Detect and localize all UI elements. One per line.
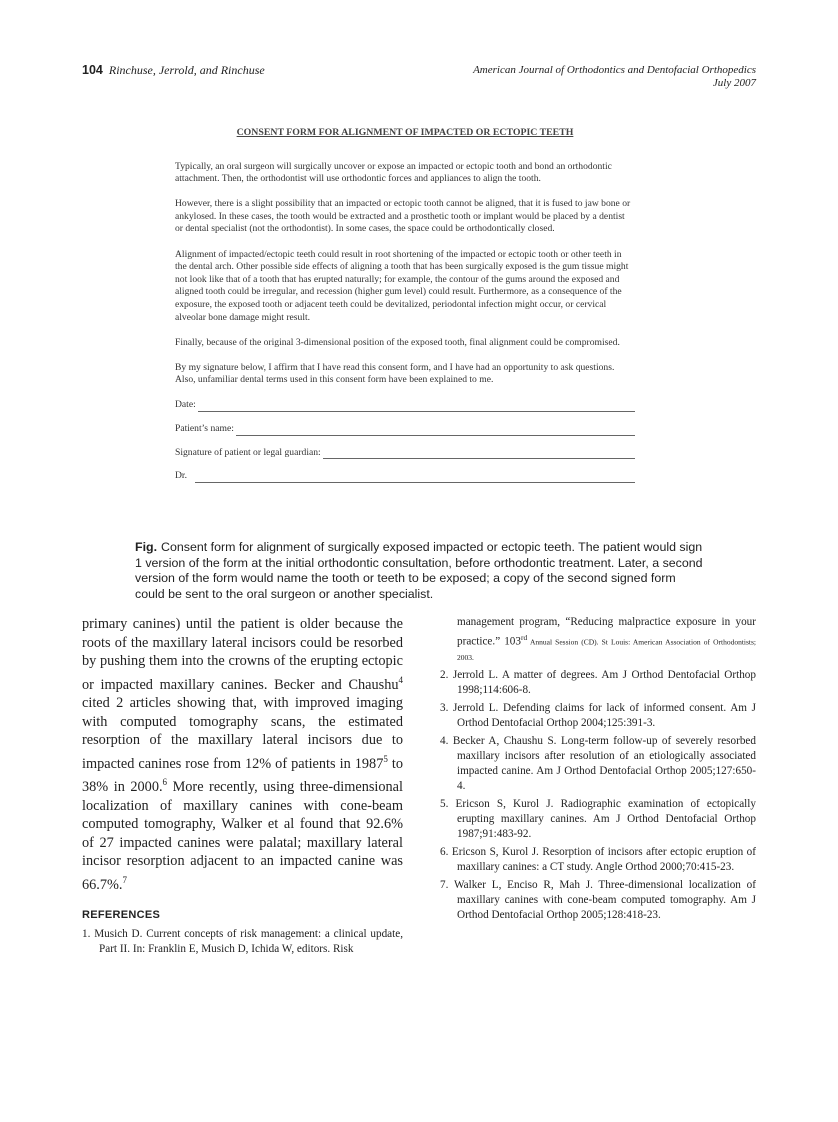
reference-item-continued: management program, “Reducing malpractice exposure in your practice.” 103rd Annual Session (CD). St Louis: American Association of Orthodontists; 2003. (457, 616, 756, 662)
right-column (440, 615, 756, 926)
form-paragraph: Alignment of impacted/ectopic teeth could result in root shortening of the impacted or ectopic tooth or other teeth in the dental arch. Other possible side effects of aligning a tooth that has been surgically exposed is the gum tissue might not look like that of a tooth that has erupted naturally; for example, the contour of the gums around the exposed and aligned tooth could be irregular, and recession (higher gum level) could result. Furthermore, as a consequence of the exposure, the exposed tooth or adjacent teeth could be devitalized, periodontal infection might occur, or cervical alveolar bone damage might result. (175, 248, 629, 323)
figure-caption: Fig. Consent form for alignment of surgically exposed impacted or ectopic teeth. The patient would sign 1 version of the form at the initial orthodontic consultation, before orthodontic treatment. Later, a second version of the form would name the tooth or teeth to be exposed; a copy of the second signed form could be sent to the oral surgeon or another specialist. (135, 540, 703, 601)
running-header-right (473, 64, 756, 90)
signature-field: Signature of patient or legal guardian: (175, 447, 635, 460)
reference-item: 4. Becker A, Chaushu S. Long-term follow-up of severely resorbed maxillary incisors after resolution of an etiologically associated impacted canine. Am J Orthod Dentofacial Orthop 2005;127:650-4. (440, 734, 756, 792)
references-heading: REFERENCES (82, 909, 161, 922)
reference-item: 1. Musich D. Current concepts of risk management: a clinical update, Part II. In: Franklin E, Musich D, Ichida W, editors. Risk (82, 927, 403, 955)
patient-name-field: Patient’s name: (175, 423, 635, 436)
reference-item: 6. Ericson S, Kurol J. Resorption of incisors after ectopic eruption of maxillary canines: a CT study. Angle Orthod 2000;70:415-23. (440, 845, 756, 873)
form-paragraph: By my signature below, I affirm that I have read this consent form, and I have had an opportunity to ask questions. Also, unfamiliar dental terms used in this consent form have been explained to me. (175, 361, 615, 386)
left-column (82, 615, 403, 957)
reference-item: 7. Walker L, Enciso R, Mah J. Three-dimensional localization of maxillary canines with cone-beam computed tomography. Am J Orthod Dentofacial Orthop 2005;128:418-23. (440, 878, 756, 921)
journal-name: American Journal of Orthodontics and Dentofacial Orthopedics (473, 64, 756, 76)
form-paragraph: Typically, an oral surgeon will surgically uncover or expose an impacted or ectopic tooth and bond an orthodontic attachment. Then, the orthodontist will use orthodontic forces and appliances to align the tooth. (175, 160, 612, 185)
issue-date: July 2007 (712, 77, 756, 89)
running-header-left (82, 63, 265, 78)
reference-item: 5. Ericson S, Kurol J. Radiographic examination of ectopically erupting maxillary canines. Am J Orthod Dentofacial Orthop 1987;91:483-92. (440, 797, 756, 840)
reference-item: 3. Jerrold L. Defending claims for lack of informed consent. Am J Orthod Dentofacial Orthop 2004;125:391-3. (440, 701, 756, 729)
form-paragraph: Finally, because of the original 3-dimensional position of the exposed tooth, final alignment could be compromised. (175, 336, 620, 348)
reference-item: 2. Jerrold L. A matter of degrees. Am J Orthod Dentofacial Orthop 1998;114:606-8. (440, 668, 756, 696)
body-paragraph: primary canines) until the patient is older because the roots of the maxillary lateral incisors could be resorbed by pushing them into the crowns of the erupting ectopic or impacted maxillary canines. Becker and Chaushu$^4$ cited 2 articles showing that, with improved imaging with computed tomography scans, the estimated resorption of the maxillary lateral incisors due to impacted canines rose from 12% of patients in 1987$^5$ to 38% in 2000.$^6$ More recently, using three-dimensional localization of maxillary canines with cone-beam computed tomography, Walker et al found that 92.6% of 27 impacted canines were palatal; maxillary lateral incisor resorption adjacent to an impacted canine was 66.7%.$^7$ (82, 616, 403, 893)
page-number: 104 (82, 63, 103, 77)
authors: Rinchuse, Jerrold, and Rinchuse (108, 63, 265, 77)
form-paragraph: However, there is a slight possibility that an impacted or ectopic tooth cannot be aligned, that it is fused to jaw bone or ankylosed. In these cases, the tooth would be extracted and a prosthetic tooth or implant would be placed by a dentist or dental specialist (not the orthodontist). In some cases, the space could be orthodontically closed. (175, 198, 631, 235)
date-field: Date: (175, 399, 635, 412)
doctor-field: Dr. (175, 470, 635, 483)
consent-form-figure (175, 127, 635, 494)
form-title: CONSENT FORM FOR ALIGNMENT OF IMPACTED OR ECTOPIC TEETH (236, 127, 574, 138)
